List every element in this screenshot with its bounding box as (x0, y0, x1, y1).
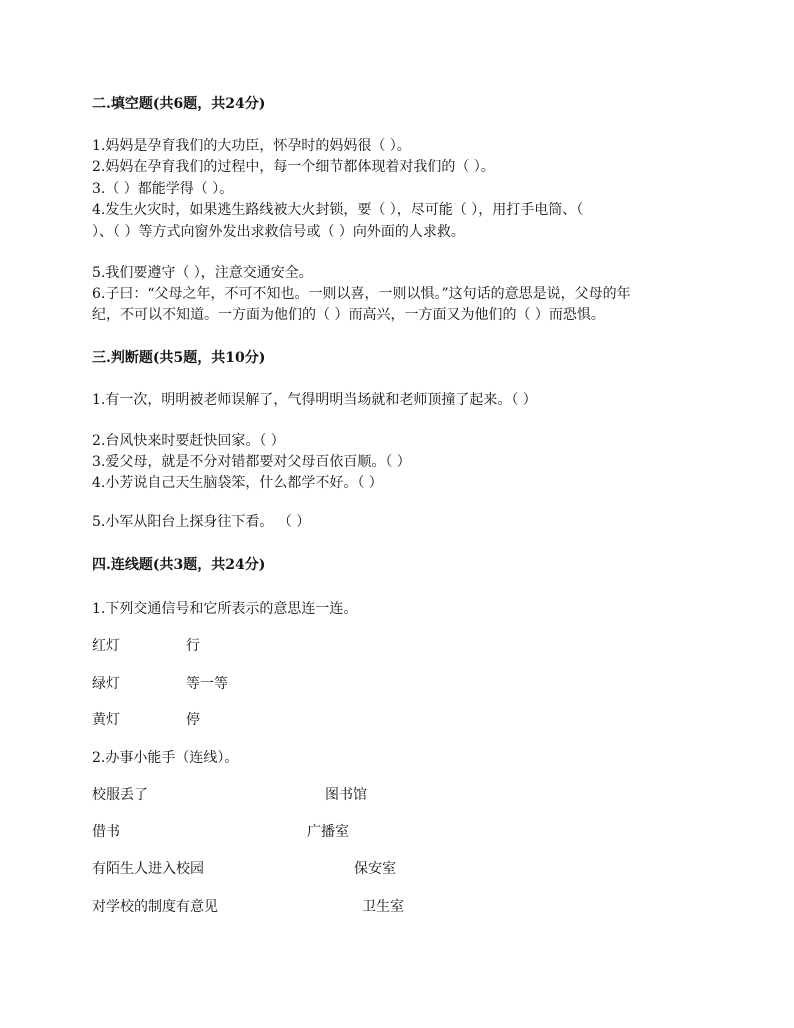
match-question-2-prompt: 2.办事小能手（连线）。 (92, 750, 239, 766)
match-q2-left-item: 校服丢了 (92, 787, 148, 803)
judge-question-1: 1.有一次，明明被老师误解了，气得明明当场就和老师顶撞了起来。（ ） (92, 392, 537, 408)
match-q2-left-item: 借书 (92, 824, 120, 840)
fill-question-6-line-1: 6.子曰：“父母之年，不可不知也。一则以喜，一则以惧。”这句话的意思是说，父母的年 (92, 286, 631, 302)
fill-question-4-line-2: ）、（ ）等方式向窗外发出求救信号或（ ）向外面的人求救。 (92, 224, 465, 240)
match-q1-left-item: 红灯 (92, 638, 120, 654)
judge-question-5: 5.小军从阳台上探身往下看。 （ ） (92, 514, 311, 530)
match-q2-right-item: 保安室 (354, 861, 396, 877)
section-heading-match: 四.连线题(共3题，共24分) (92, 557, 266, 573)
match-q2-right-item: 卫生室 (362, 899, 404, 915)
fill-question-1: 1.妈妈是孕育我们的大功臣，怀孕时的妈妈很（ ）。 (92, 138, 411, 154)
match-q2-right-item: 广播室 (307, 824, 349, 840)
match-q1-left-item: 绿灯 (92, 676, 120, 692)
fill-question-3: 3.（ ）都能学得（ ）。 (92, 181, 234, 197)
match-q1-right-item: 停 (186, 712, 200, 728)
fill-question-4-line-1: 4.发生火灾时，如果逃生路线被大火封锁，要（ ），尽可能（ ），用打手电筒、（ (92, 202, 584, 218)
fill-question-5: 5.我们要遵守（ ），注意交通安全。 (92, 265, 313, 281)
match-q2-right-item: 图书馆 (325, 787, 367, 803)
match-question-1-prompt: 1.下列交通信号和它所表示的意思连一连。 (92, 601, 358, 617)
match-q2-left-item: 有陌生人进入校园 (92, 861, 204, 877)
match-q1-right-item: 等一等 (186, 676, 228, 692)
judge-question-2: 2.台风快来时要赶快回家。（ ） (92, 433, 285, 449)
judge-question-4: 4.小芳说自己天生脑袋笨，什么都学不好。（ ） (92, 475, 383, 491)
fill-question-6-line-2: 纪，不可以不知道。一方面为他们的（ ）而高兴，一方面又为他们的（ ）而恐惧。 (92, 307, 605, 323)
match-q1-left-item: 黄灯 (92, 712, 120, 728)
match-q2-left-item: 对学校的制度有意见 (92, 899, 218, 915)
section-heading-fill: 二.填空题(共6题，共24分) (92, 96, 266, 112)
judge-question-3: 3.爱父母，就是不分对错都要对父母百依百顺。（ ） (92, 454, 411, 470)
match-q1-right-item: 行 (186, 638, 200, 654)
section-heading-judge: 三.判断题(共5题，共10分) (92, 350, 266, 366)
fill-question-2: 2.妈妈在孕育我们的过程中，每一个细节都体现着对我们的（ ）。 (92, 159, 495, 175)
